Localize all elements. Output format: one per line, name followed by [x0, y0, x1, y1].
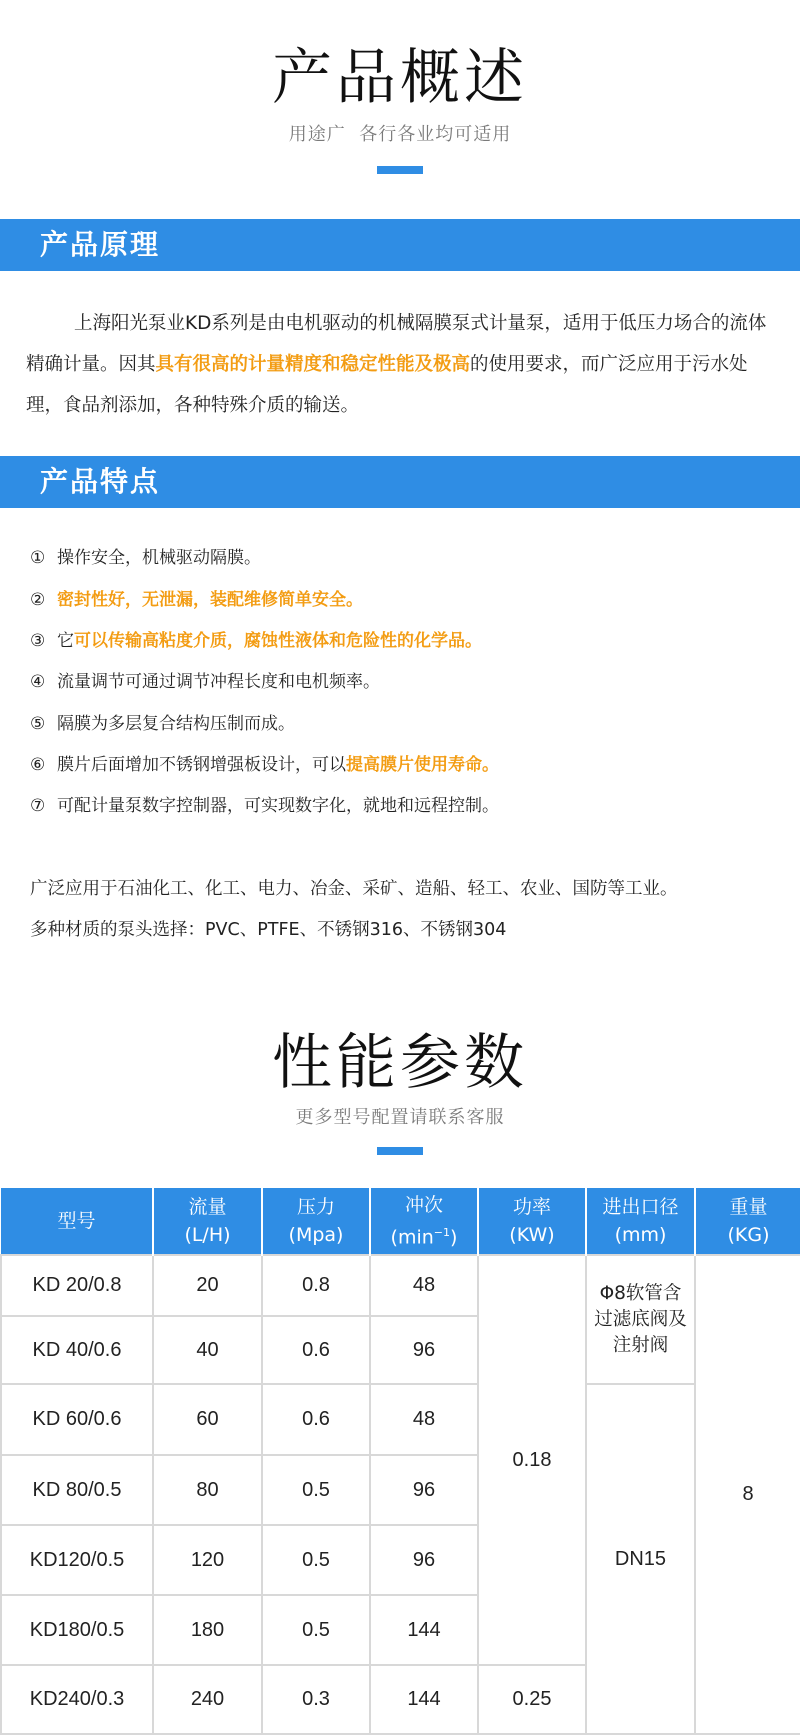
feature-text: 可配计量泵数字控制器，可实现数字化，就地和远程控制。: [57, 796, 499, 816]
feature-highlight: 可以传输高粘度介质，腐蚀性液体和危险性的化学品。: [74, 631, 482, 651]
feature-item: [30, 709, 295, 734]
cell-flow: 180: [153, 1595, 262, 1665]
principle-text-after: 的使用要求，而广泛应用于污水处理，食品剂添加，各种特殊介质的输送。: [26, 354, 748, 416]
feature-text: 它: [57, 631, 74, 651]
feature-item: [30, 667, 380, 692]
overview-title: 产品概述: [272, 43, 528, 113]
materials-text: 多种材质的泵头选择：PVC、PTFE、不锈钢316、不锈钢304: [30, 920, 507, 940]
cell-power-large: 0.25: [478, 1665, 586, 1734]
cell-model: KD240/0.3: [1, 1665, 153, 1734]
performance-accent-bar: [377, 1147, 423, 1155]
feature-text: 流量调节可通过调节冲程长度和电机频率。: [57, 672, 380, 692]
feature-text: 操作安全，机械驱动隔膜。: [57, 548, 261, 568]
cell-pressure: 0.5: [262, 1525, 370, 1595]
performance-subtitle: 更多型号配置请联系客服: [295, 1107, 505, 1128]
cell-pressure: 0.5: [262, 1455, 370, 1525]
feature-item: [30, 585, 363, 610]
cell-stroke: 144: [370, 1595, 478, 1665]
cell-model: KD 20/0.8: [1, 1255, 153, 1316]
feature-number: ⑦: [30, 796, 46, 816]
spec-table-header-row: [1, 1188, 800, 1255]
principle-heading: 产品原理: [0, 219, 800, 271]
feature-highlight: 提高膜片使用寿命。: [346, 755, 499, 775]
cell-model: KD180/0.5: [1, 1595, 153, 1665]
feature-number: ①: [30, 548, 46, 568]
feature-item: [30, 791, 499, 816]
cell-port-large: DN15: [586, 1384, 695, 1734]
feature-item: [30, 626, 482, 651]
cell-weight: 8: [695, 1255, 800, 1734]
header-weight: 重量 (KG): [695, 1188, 800, 1255]
feature-highlight: 密封性好，无泄漏，装配维修简单安全。: [57, 590, 363, 610]
feature-text: 隔膜为多层复合结构压制而成。: [57, 714, 295, 734]
performance-title: 性能参数: [272, 1028, 528, 1098]
spec-table: [0, 1188, 800, 1735]
cell-stroke: 96: [370, 1316, 478, 1384]
cell-pressure: 0.6: [262, 1384, 370, 1455]
cell-pressure: 0.6: [262, 1316, 370, 1384]
cell-model: KD 60/0.6: [1, 1384, 153, 1455]
feature-item: [30, 750, 499, 775]
performance-section: [0, 1028, 800, 1155]
table-row: [1, 1255, 800, 1316]
header-port: 进出口径 (mm): [586, 1188, 695, 1255]
application-text: 广泛应用于石油化工、化工、电力、冶金、采矿、造船、轻工、农业、国防等工业。: [30, 879, 678, 899]
feature-number: ③: [30, 631, 46, 651]
cell-stroke: 48: [370, 1384, 478, 1455]
cell-model: KD 40/0.6: [1, 1316, 153, 1384]
overview-subtitle: 用途广 各行各业均可适用: [288, 124, 512, 145]
cell-pressure: 0.3: [262, 1665, 370, 1734]
cell-flow: 240: [153, 1665, 262, 1734]
cell-power-small: 0.18: [478, 1255, 586, 1665]
cell-flow: 80: [153, 1455, 262, 1525]
feature-text: 膜片后面增加不锈钢增强板设计，可以: [57, 755, 346, 775]
cell-flow: 60: [153, 1384, 262, 1455]
cell-flow: 20: [153, 1255, 262, 1316]
cell-pressure: 0.5: [262, 1595, 370, 1665]
feature-number: ⑥: [30, 755, 46, 775]
overview-section: [0, 43, 800, 174]
cell-port-small: Φ8软管含过滤底阀及注射阀: [586, 1255, 695, 1384]
principle-paragraph: [26, 303, 782, 426]
header-pressure: 压力 (Mpa): [262, 1188, 370, 1255]
features-heading: 产品特点: [0, 456, 800, 508]
feature-number: ⑤: [30, 714, 46, 734]
feature-number: ②: [30, 590, 46, 610]
principle-text-highlight: 具有很高的计量精度和稳定性能及极高: [155, 354, 471, 375]
table-row: [1, 1384, 800, 1455]
principle-text-before: 上海阳光泵业KD系列是由电机驱动的机械隔膜泵式计量泵，适用于低压力场合的流体精确计量。因其: [26, 313, 767, 375]
cell-stroke: 96: [370, 1525, 478, 1595]
cell-flow: 120: [153, 1525, 262, 1595]
cell-stroke: 144: [370, 1665, 478, 1734]
header-stroke: 冲次 $(\min^{-1})$: [370, 1188, 478, 1255]
cell-pressure: 0.8: [262, 1255, 370, 1316]
cell-stroke: 48: [370, 1255, 478, 1316]
header-model: 型号: [1, 1188, 153, 1255]
cell-stroke: 96: [370, 1455, 478, 1525]
overview-accent-bar: [377, 166, 423, 174]
header-power: 功率 (KW): [478, 1188, 586, 1255]
header-flow: 流量 (L/H): [153, 1188, 262, 1255]
feature-number: ④: [30, 672, 46, 692]
cell-model: KD 80/0.5: [1, 1455, 153, 1525]
feature-item: [30, 543, 261, 568]
cell-model: KD120/0.5: [1, 1525, 153, 1595]
cell-flow: 40: [153, 1316, 262, 1384]
